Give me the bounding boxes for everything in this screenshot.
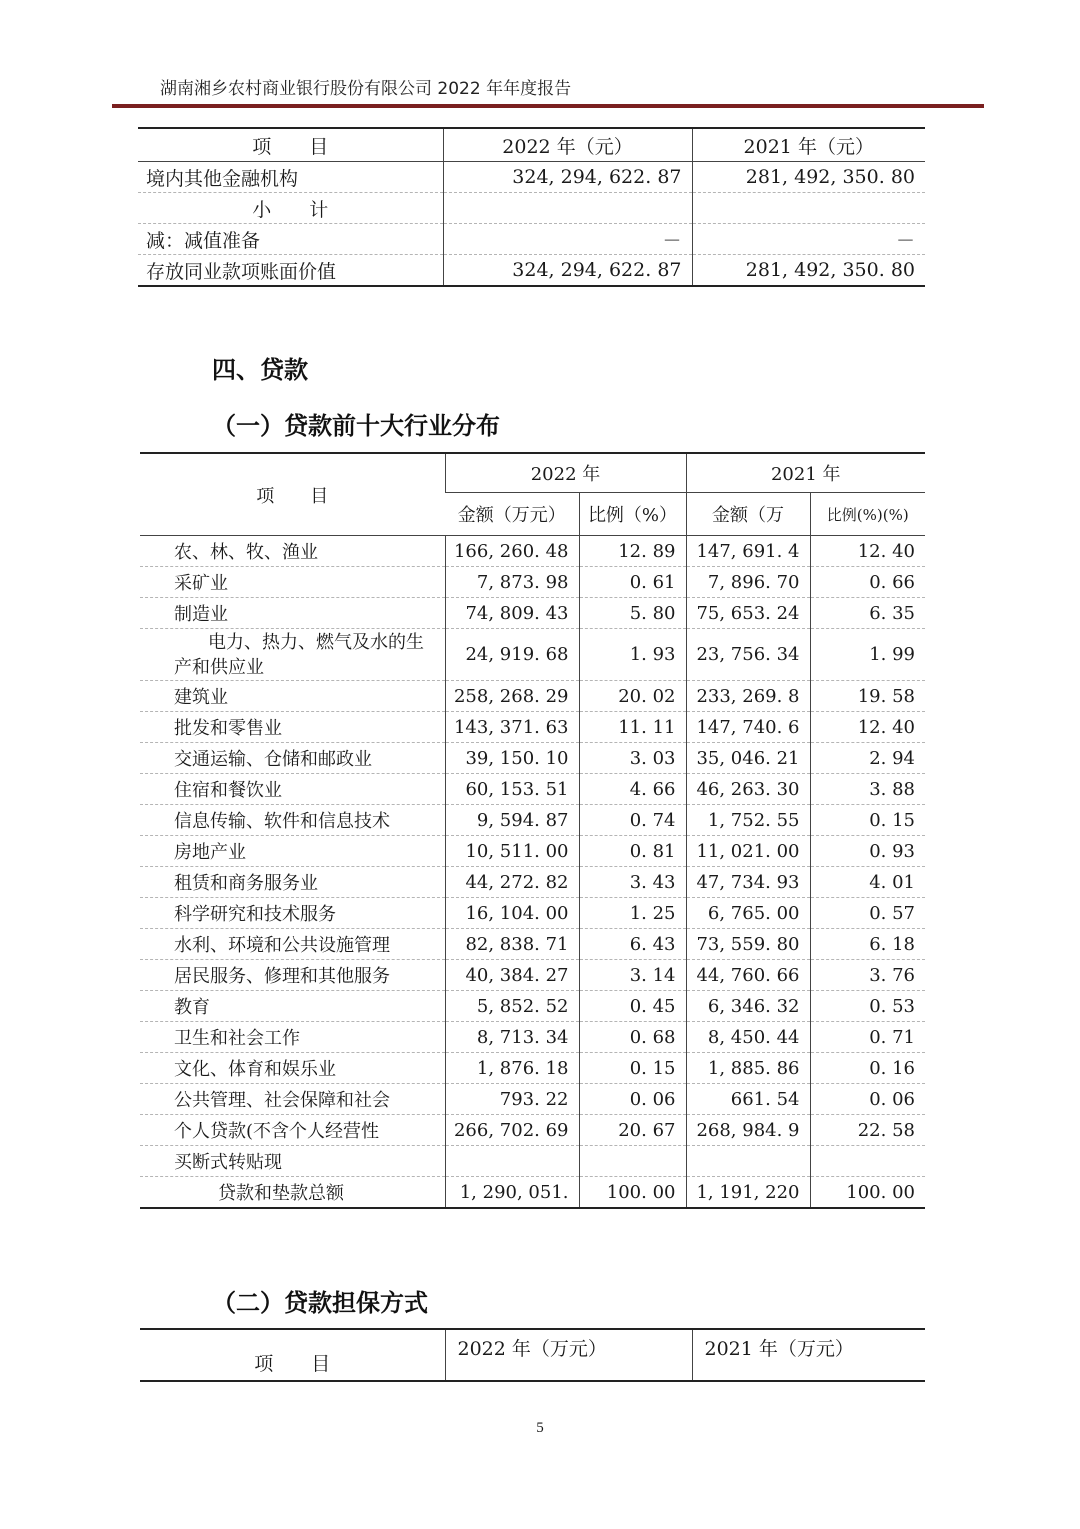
t2-row-ratio-2021: 2. 94 (810, 743, 925, 774)
t2-row-ratio-2022: 0. 61 (579, 567, 686, 598)
t1-row-2021 (692, 193, 925, 224)
t3-header-item: 项 目 (140, 1329, 445, 1381)
t1-header-2021: 2021 年（元） (692, 128, 925, 162)
t1-row-label: 小 计 (138, 193, 443, 224)
t2-row-label: 住宿和餐饮业 (140, 774, 445, 805)
t2-row-label: 贷款和垫款总额 (218, 1183, 344, 1204)
t2-row-amount-2022: 16, 104. 00 (445, 898, 579, 929)
t2-row-ratio-2021: 100. 00 (810, 1177, 925, 1209)
t2-header-item: 项 目 (140, 453, 445, 536)
t2-subheader-ratio-2022: 比例（%） (579, 493, 686, 536)
t2-row-label: 制造业 (140, 598, 445, 629)
loan-guarantee-table (140, 1328, 925, 1382)
t3-header-2021: 2021 年（万元） (692, 1329, 925, 1381)
t1-row-label: 境内其他金融机构 (138, 162, 443, 193)
t2-row-label: 建筑业 (140, 681, 445, 712)
t1-row-2022 (443, 193, 692, 224)
table-row (140, 681, 925, 712)
t2-row-amount-2021: 1, 885. 86 (686, 1053, 810, 1084)
t2-row-amount-2022: 143, 371. 63 (445, 712, 579, 743)
t2-row-amount-2021: 1, 752. 55 (686, 805, 810, 836)
t2-row-label: 买断式转贴现 (140, 1146, 445, 1177)
t2-row-amount-2022: 40, 384. 27 (445, 960, 579, 991)
t2-row-amount-2022: 60, 153. 51 (445, 774, 579, 805)
t2-row-label: 采矿业 (140, 567, 445, 598)
t2-row-amount-2022 (445, 1146, 579, 1177)
t2-row-ratio-2021: 12. 40 (810, 712, 925, 743)
t1-row-2022: － (443, 224, 692, 255)
t2-row-label: 农、林、牧、渔业 (140, 536, 445, 567)
table-row (138, 224, 925, 255)
t1-header-2022: 2022 年（元） (443, 128, 692, 162)
t2-row-amount-2022: 7, 873. 98 (445, 567, 579, 598)
table-row (140, 1053, 925, 1084)
t2-row-amount-2022: 8, 713. 34 (445, 1022, 579, 1053)
t2-row-ratio-2021: 12. 40 (810, 536, 925, 567)
t2-row-ratio-2021: 6. 35 (810, 598, 925, 629)
t2-row-label: 个人贷款(不含个人经营性 (140, 1115, 445, 1146)
t2-row-label: 信息传输、软件和信息技术 (140, 805, 445, 836)
interbank-deposits-table (138, 127, 925, 287)
t2-row-ratio-2021: 0. 66 (810, 567, 925, 598)
t2-row-ratio-2022: 6. 43 (579, 929, 686, 960)
t2-row-amount-2021: 44, 760. 66 (686, 960, 810, 991)
t2-row-ratio-2021: 22. 58 (810, 1115, 925, 1146)
t2-header-2021: 2021 年 (686, 453, 925, 493)
t2-row-amount-2022: 10, 511. 00 (445, 836, 579, 867)
t2-header-2022: 2022 年 (445, 453, 686, 493)
table-row (140, 836, 925, 867)
t2-row-ratio-2022: 0. 68 (579, 1022, 686, 1053)
t2-row-ratio-2022: 1. 25 (579, 898, 686, 929)
table-row (138, 193, 925, 224)
t2-row-ratio-2022: 11. 11 (579, 712, 686, 743)
table-row (140, 712, 925, 743)
t2-row-amount-2022: 24, 919. 68 (445, 629, 579, 681)
t2-row-amount-2021: 8, 450. 44 (686, 1022, 810, 1053)
t1-row-2021: － (692, 224, 925, 255)
t2-row-amount-2021: 6, 765. 00 (686, 898, 810, 929)
t2-row-ratio-2021: 4. 01 (810, 867, 925, 898)
t2-row-amount-2021: 268, 984. 9 (686, 1115, 810, 1146)
t2-row-amount-2021: 661. 54 (686, 1084, 810, 1115)
table-row (140, 1146, 925, 1177)
t2-row-ratio-2021: 0. 71 (810, 1022, 925, 1053)
t2-row-ratio-2021: 1. 99 (810, 629, 925, 681)
t2-row-label: 租赁和商务服务业 (140, 867, 445, 898)
t2-row-amount-2022: 793. 22 (445, 1084, 579, 1115)
table-row (140, 1022, 925, 1053)
t2-row-label: 房地产业 (140, 836, 445, 867)
t1-header-item: 项 目 (138, 128, 443, 162)
t2-row-ratio-2021: 0. 93 (810, 836, 925, 867)
t2-row-amount-2022: 44, 272. 82 (445, 867, 579, 898)
t2-row-amount-2021: 1, 191, 220 (686, 1177, 810, 1209)
t2-row-amount-2022: 82, 838. 71 (445, 929, 579, 960)
t2-row-ratio-2022: 5. 80 (579, 598, 686, 629)
t2-row-ratio-2022: 20. 02 (579, 681, 686, 712)
table-row (140, 960, 925, 991)
t2-row-label: 水利、环境和公共设施管理 (140, 929, 445, 960)
page-number: 5 (536, 1420, 544, 1436)
t2-row-ratio-2021 (810, 1146, 925, 1177)
t2-row-amount-2021: 23, 756. 34 (686, 629, 810, 681)
t2-row-ratio-2022 (579, 1146, 686, 1177)
total-row (140, 1177, 925, 1209)
t2-row-label: 教育 (140, 991, 445, 1022)
table-row (140, 929, 925, 960)
t2-row-amount-2022: 266, 702. 69 (445, 1115, 579, 1146)
t2-row-ratio-2022: 12. 89 (579, 536, 686, 567)
t2-row-amount-2022: 5, 852. 52 (445, 991, 579, 1022)
loan-industry-table (140, 452, 925, 1209)
table-row (138, 255, 925, 287)
t1-row-label: 存放同业款项账面价值 (138, 255, 443, 287)
t2-row-label: 居民服务、修理和其他服务 (140, 960, 445, 991)
t2-subheader-amount-2022: 金额（万元） (445, 493, 579, 536)
t2-row-amount-2021: 11, 021. 00 (686, 836, 810, 867)
table-row (140, 867, 925, 898)
t2-row-ratio-2022: 4. 66 (579, 774, 686, 805)
t2-row-ratio-2022: 20. 67 (579, 1115, 686, 1146)
t2-row-ratio-2022: 3. 43 (579, 867, 686, 898)
t2-row-label: 卫生和社会工作 (140, 1022, 445, 1053)
table-row (140, 629, 925, 681)
table-row (140, 743, 925, 774)
t2-row-ratio-2021: 0. 16 (810, 1053, 925, 1084)
t2-row-ratio-2022: 0. 74 (579, 805, 686, 836)
t2-row-ratio-2021: 6. 18 (810, 929, 925, 960)
t2-subheader-amount-2021: 金额（万 (686, 493, 810, 536)
t1-row-2022: 324, 294, 622. 87 (443, 255, 692, 287)
table-row (140, 567, 925, 598)
t1-row-2021: 281, 492, 350. 80 (692, 162, 925, 193)
t2-row-amount-2022: 1, 876. 18 (445, 1053, 579, 1084)
table-row (140, 774, 925, 805)
t3-header-2022: 2022 年（万元） (445, 1329, 692, 1381)
t2-row-amount-2021: 47, 734. 93 (686, 867, 810, 898)
t2-row-amount-2021: 75, 653. 24 (686, 598, 810, 629)
t2-row-amount-2021: 7, 896. 70 (686, 567, 810, 598)
t1-row-2021: 281, 492, 350. 80 (692, 255, 925, 287)
t2-subheader-ratio-2021: 比例(%)(%) (810, 493, 925, 536)
t2-row-amount-2021: 6, 346. 32 (686, 991, 810, 1022)
header-rule (112, 104, 984, 108)
t2-row-ratio-2022: 0. 15 (579, 1053, 686, 1084)
section-heading-loans: 四、贷款 (212, 356, 308, 384)
t1-row-label: 减：减值准备 (138, 224, 443, 255)
table-row (140, 536, 925, 567)
subsection-heading-industry: （一）贷款前十大行业分布 (212, 412, 500, 440)
t2-row-amount-2022: 166, 260. 48 (445, 536, 579, 567)
t2-row-amount-2021: 233, 269. 8 (686, 681, 810, 712)
t2-row-ratio-2022: 0. 81 (579, 836, 686, 867)
t2-row-ratio-2021: 0. 06 (810, 1084, 925, 1115)
t2-row-amount-2021: 147, 691. 4 (686, 536, 810, 567)
t2-row-amount-2022: 9, 594. 87 (445, 805, 579, 836)
t2-row-ratio-2022: 0. 45 (579, 991, 686, 1022)
t2-row-ratio-2021: 0. 57 (810, 898, 925, 929)
t2-row-label: 科学研究和技术服务 (140, 898, 445, 929)
t2-row-amount-2022: 1, 290, 051. (445, 1177, 579, 1209)
t2-row-ratio-2022: 100. 00 (579, 1177, 686, 1209)
table-row (140, 1084, 925, 1115)
t2-row-ratio-2022: 3. 03 (579, 743, 686, 774)
t2-row-amount-2022: 74, 809. 43 (445, 598, 579, 629)
t2-row-ratio-2022: 3. 14 (579, 960, 686, 991)
t1-row-2022: 324, 294, 622. 87 (443, 162, 692, 193)
t2-row-label: 电力、热力、燃气及水的生产和供应业 (140, 629, 445, 681)
t2-row-amount-2021: 35, 046. 21 (686, 743, 810, 774)
t2-row-amount-2021 (686, 1146, 810, 1177)
table-row (140, 1115, 925, 1146)
t2-row-ratio-2021: 3. 76 (810, 960, 925, 991)
table-row (138, 162, 925, 193)
t2-row-label: 文化、体育和娱乐业 (140, 1053, 445, 1084)
t2-row-amount-2021: 46, 263. 30 (686, 774, 810, 805)
t2-row-ratio-2021: 3. 88 (810, 774, 925, 805)
subsection-heading-guarantee: （二）贷款担保方式 (212, 1289, 428, 1317)
t2-row-ratio-2021: 0. 15 (810, 805, 925, 836)
t2-row-label: 交通运输、仓储和邮政业 (140, 743, 445, 774)
t2-row-ratio-2022: 1. 93 (579, 629, 686, 681)
t2-row-amount-2022: 39, 150. 10 (445, 743, 579, 774)
t2-row-amount-2021: 73, 559. 80 (686, 929, 810, 960)
t2-row-label: 公共管理、社会保障和社会 (140, 1084, 445, 1115)
t2-row-ratio-2021: 19. 58 (810, 681, 925, 712)
table-row (140, 805, 925, 836)
t2-row-label: 批发和零售业 (140, 712, 445, 743)
t2-row-ratio-2022: 0. 06 (579, 1084, 686, 1115)
t2-row-amount-2021: 147, 740. 6 (686, 712, 810, 743)
table-row (140, 991, 925, 1022)
table-row (140, 898, 925, 929)
t2-row-ratio-2021: 0. 53 (810, 991, 925, 1022)
table-row (140, 598, 925, 629)
t2-row-amount-2022: 258, 268. 29 (445, 681, 579, 712)
page-header: 湖南湘乡农村商业银行股份有限公司 2022 年年度报告 (160, 79, 572, 99)
